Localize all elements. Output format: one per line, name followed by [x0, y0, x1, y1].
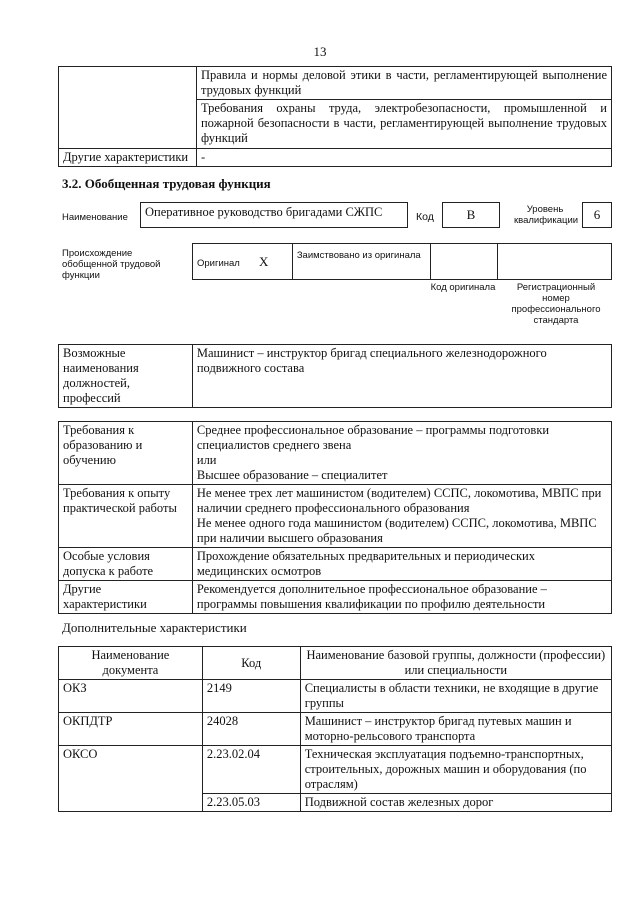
row-name: Техническая эксплуатация подъемно-транспортных, строительных, дорожных машин и оборудования (по отраслям) — [300, 746, 611, 794]
code-caption: Код оригинала — [430, 282, 496, 293]
row-code: 2.23.05.03 — [202, 794, 300, 812]
origin-reg-cell — [498, 244, 612, 280]
original-label: Оригинал — [197, 257, 240, 269]
row-doc: ОКПДТР — [59, 713, 203, 746]
code-value — [442, 202, 500, 228]
top-table-empty-cell — [59, 67, 197, 149]
positions-value: Машинист – инструктор бригад специального железнодорожного подвижного состава — [192, 345, 611, 408]
other-characteristics-value: - — [196, 149, 611, 167]
borrowed-label: Заимствовано из оригинала — [292, 244, 430, 280]
other-characteristics-label: Другие характеристики — [59, 149, 197, 167]
additional-title: Дополнительные характеристики — [62, 620, 247, 635]
other-value: Рекомендуется дополнительное профессиональное образование – программы повышения квалификации по профилю деятельности — [192, 581, 611, 614]
positions-label: Возможные наименования должностей, профессий — [59, 345, 193, 408]
name-label: Наименование — [62, 212, 128, 223]
code-label: Код — [416, 211, 434, 223]
additional-table — [58, 646, 612, 812]
education-label: Требования к образованию и обучению — [59, 422, 193, 485]
experience-label: Требования к опыту практической работы — [59, 485, 193, 548]
safety-requirement: Требования охраны труда, электробезопасности, промышленной и пожарной безопасности в части, регламентирующей выполнение трудовых функций — [196, 100, 611, 149]
row-name: Машинист – инструктор бригад путевых машин и моторно-рельсового транспорта — [300, 713, 611, 746]
origin-label: Происхождение обобщенной трудовой функции — [62, 248, 161, 281]
special-conditions-value: Прохождение обязательных предварительных и периодических медицинских осмотров — [192, 548, 611, 581]
other-label: Другие характеристики — [59, 581, 193, 614]
header-name: Наименование базовой группы, должности (профессии) или специальности — [300, 647, 611, 680]
special-conditions-label: Особые условия допуска к работе — [59, 548, 193, 581]
row-name: Специалисты в области техники, не входящие в другие группы — [300, 680, 611, 713]
page-number: 13 — [313, 44, 327, 59]
education-line: Высшее образование – специалитет — [196, 468, 388, 482]
reg-caption: Регистрационный номер профессионального стандарта — [511, 282, 601, 326]
top-table — [58, 66, 612, 167]
code-value-text: В — [466, 207, 476, 222]
experience-value — [192, 485, 611, 548]
ethics-requirement: Правила и нормы деловой этики в части, регламентирующей выполнение трудовых функций — [196, 67, 611, 100]
row-name: Подвижной состав железных дорог — [300, 794, 611, 812]
header-document: Наименование документа — [59, 647, 203, 680]
section-heading: 3.2. Обобщенная трудовая функция — [62, 176, 271, 191]
education-line: или — [196, 453, 217, 467]
row-code: 2149 — [202, 680, 300, 713]
education-line: Среднее профессиональное образование – программы подготовки специалистов среднего звена — [196, 423, 550, 452]
name-value — [140, 202, 408, 228]
positions-table — [58, 344, 612, 408]
row-code: 2.23.02.04 — [202, 746, 300, 794]
name-value-text: Оперативное руководство бригадами СЖПС — [145, 205, 383, 219]
original-mark: X — [258, 253, 269, 269]
level-value-text: 6 — [593, 207, 601, 222]
level-value — [582, 202, 612, 228]
education-value — [192, 422, 611, 485]
row-doc: ОКЗ — [59, 680, 203, 713]
level-label: Уровень квалификации — [514, 204, 579, 226]
origin-table — [192, 243, 612, 280]
origin-code-cell — [430, 244, 498, 280]
experience-line: Не менее одного года машинистом (водителем) ССПС, локомотива, МВПС при наличии высшего образования — [196, 516, 597, 545]
row-code: 24028 — [202, 713, 300, 746]
experience-line: Не менее трех лет машинистом (водителем) ССПС, локомотива, МВПС при наличии среднего профессионального образования — [196, 486, 602, 515]
requirements-table — [58, 421, 612, 614]
origin-original-cell — [193, 244, 293, 280]
row-doc: ОКСО — [59, 746, 203, 812]
header-code: Код — [202, 647, 300, 680]
